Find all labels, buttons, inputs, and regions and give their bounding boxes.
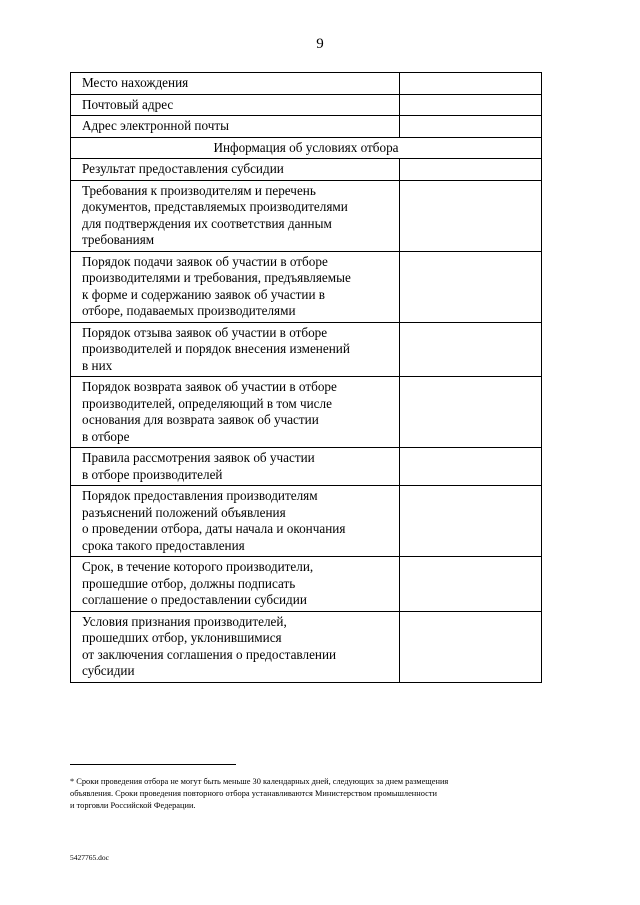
row-value — [400, 159, 542, 181]
table-row — [71, 73, 542, 95]
table-row — [71, 486, 542, 557]
row-value — [400, 251, 542, 322]
row-label-return-procedure: Порядок возврата заявок об участии в отборе производителей, определяющий в том числе основания для возврата заявок об участии в отборе — [71, 377, 400, 448]
row-label-application-procedure: Порядок подачи заявок об участии в отборе производителями и требования, предъявляемые к форме и содержанию заявок об участии в отборе, подаваемых производителями — [71, 251, 400, 322]
row-label-withdrawal-procedure: Порядок отзыва заявок об участии в отборе производителей и порядок внесения изменений в них — [71, 322, 400, 377]
row-label-review-rules: Правила рассмотрения заявок об участии в отборе производителей — [71, 448, 400, 486]
row-value-postal-address — [400, 94, 542, 116]
row-value — [400, 377, 542, 448]
row-value-email — [400, 116, 542, 138]
row-value-location — [400, 73, 542, 95]
table-row — [71, 448, 542, 486]
table-row — [71, 377, 542, 448]
page-number: 9 — [316, 36, 324, 52]
table-row — [71, 94, 542, 116]
row-label-subsidy-result: Результат предоставления субсидии — [71, 159, 400, 181]
row-value — [400, 180, 542, 251]
row-value — [400, 486, 542, 557]
table-row — [71, 159, 542, 181]
row-value — [400, 448, 542, 486]
row-label-signing-deadline: Срок, в течение которого производители, прошедшие отбор, должны подписать соглашение о предоставлении субсидии — [71, 557, 400, 612]
section-header-row — [71, 137, 542, 159]
selection-info-table — [70, 72, 542, 683]
row-value — [400, 611, 542, 682]
row-value — [400, 322, 542, 377]
table-row — [71, 116, 542, 138]
row-label-clarification-procedure: Порядок предоставления производителям разъяснений положений объявления о проведении отбора, даты начала и окончания срока такого предоставления — [71, 486, 400, 557]
row-label-postal-address: Почтовый адрес — [71, 94, 400, 116]
table-row — [71, 557, 542, 612]
table-row — [71, 251, 542, 322]
row-label-email: Адрес электронной почты — [71, 116, 400, 138]
table-row — [71, 611, 542, 682]
footnote: * Сроки проведения отбора не могут быть меньше 30 календарных дней, следующих за днем размещения объявления. Сроки проведения повторного отбора устанавливаются Министерством промышленности и торговли Российской Федерации. — [70, 777, 449, 810]
document-reference: 5427765.doc — [70, 853, 109, 862]
row-label-location: Место нахождения — [71, 73, 400, 95]
row-label-requirements: Требования к производителям и перечень документов, представляемых производителями для подтверждения их соответствия данным требованиям — [71, 180, 400, 251]
table-row — [71, 322, 542, 377]
section-header: Информация об условиях отбора — [71, 137, 542, 159]
footnote-divider — [70, 764, 236, 765]
row-value — [400, 557, 542, 612]
table-row — [71, 180, 542, 251]
row-label-evasion-conditions: Условия признания производителей, прошедших отбор, уклонившимися от заключения соглашения о предоставлении субсидии — [71, 611, 400, 682]
